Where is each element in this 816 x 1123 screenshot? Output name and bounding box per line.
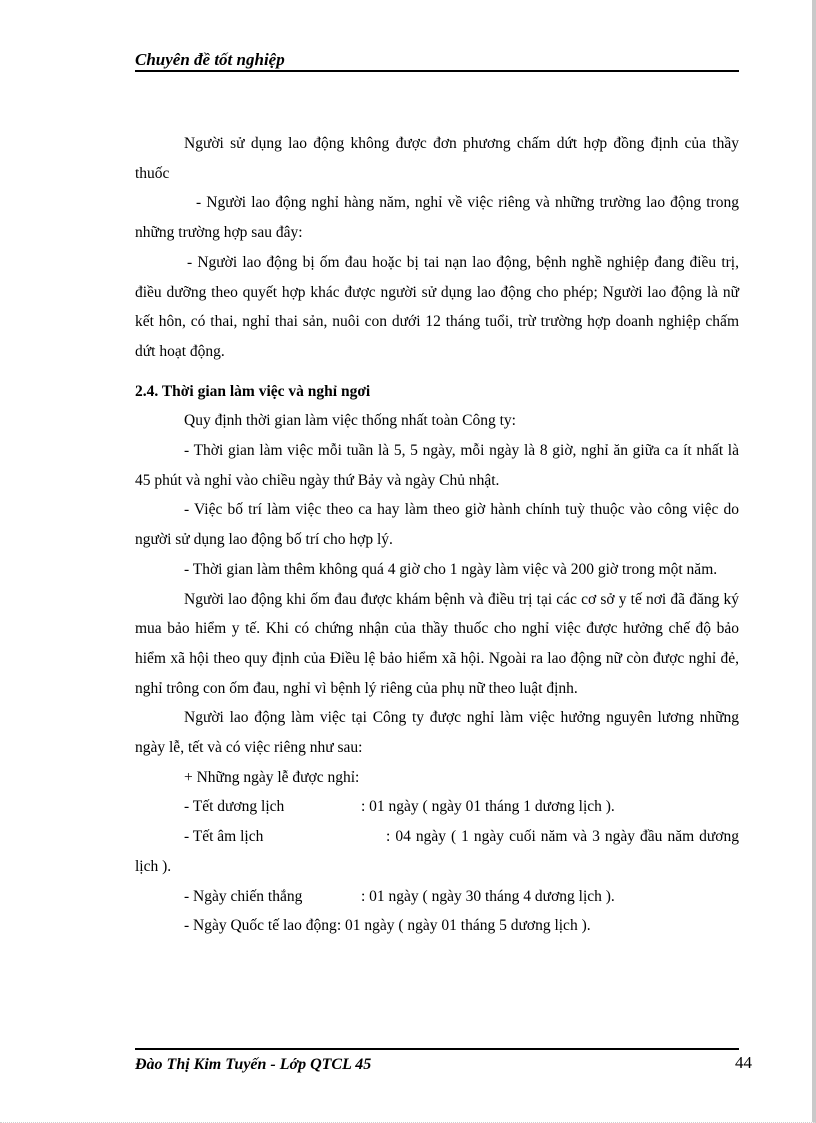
paragraph-9: Người lao động làm việc tại Công ty được nghỉ làm việc hưởng nguyên lương những ngày lễ, tết và có việc riêng như sau: bbox=[135, 709, 739, 757]
holiday-item bbox=[135, 822, 739, 881]
holiday-detail: : 01 ngày ( ngày 30 tháng 4 dương lịch ). bbox=[361, 887, 615, 905]
paragraph-6: - Việc bố trí làm việc theo ca hay làm theo giờ hành chính tuỳ thuộc vào công việc do người sử dụng lao động bố trí cho hợp lý. bbox=[135, 501, 739, 549]
holiday-name: - Ngày chiến thắng bbox=[184, 887, 303, 905]
holiday-name: - Ngày Quốc tế lao động bbox=[184, 917, 337, 935]
document-body bbox=[135, 129, 739, 941]
holiday-name: - Tết dương lịch bbox=[184, 798, 285, 816]
page-number: 44 bbox=[735, 1053, 752, 1072]
holiday-item bbox=[135, 792, 739, 822]
holiday-detail: : 04 ngày ( 1 ngày cuối năm và 3 ngày đầu năm dương lịch ). bbox=[135, 828, 739, 875]
holiday-name: - Tết âm lịch bbox=[184, 828, 264, 846]
paragraph-7: - Thời gian làm thêm không quá 4 giờ cho 1 ngày làm việc và 200 giờ trong một năm. bbox=[184, 560, 718, 578]
paragraph-2: - Người lao động nghỉ hàng năm, nghỉ về việc riêng và những trường lao động trong những trường hợp sau đây: bbox=[135, 194, 739, 242]
holiday-detail: : 01 ngày ( ngày 01 tháng 5 dương lịch ). bbox=[336, 917, 591, 935]
paragraph-5: - Thời gian làm việc mỗi tuần là 5, 5 ngày, mỗi ngày là 8 giờ, nghỉ ăn giữa ca ít nhất là 45 phút và nghỉ vào chiều ngày thứ Bảy và ngày Chủ nhật. bbox=[135, 442, 739, 489]
paragraph-1: Người sử dụng lao động không được đơn phương chấm dứt hợp đồng định của thầy thuốc bbox=[135, 135, 739, 182]
header-divider bbox=[135, 70, 739, 72]
holiday-item bbox=[135, 911, 739, 941]
paragraph-3: - Người lao động bị ốm đau hoặc bị tai nạn lao động, bệnh nghề nghiệp đang điều trị, điều dưỡng theo quyết hợp khác được người sử dụng lao động cho phép; Người lao động là nữ kết hôn, có thai, nghỉ thai sản, nuôi con dưới 12 tháng tuổi, trừ trường hợp doanh nghiệp chấm dứt hoạt động. bbox=[135, 253, 739, 360]
holiday-item bbox=[135, 882, 739, 912]
footer-divider bbox=[135, 1048, 739, 1050]
footer-author: Đào Thị Kim Tuyến - Lớp QTCL 45 bbox=[135, 1056, 372, 1073]
paragraph-4: Quy định thời gian làm việc thống nhất toàn Công ty: bbox=[184, 412, 516, 430]
section-heading: 2.4. Thời gian làm việc và nghỉ ngơi bbox=[135, 382, 371, 400]
paragraph-10: + Những ngày lễ được nghỉ: bbox=[184, 768, 360, 786]
header-title: Chuyên đề tốt nghiệp bbox=[135, 50, 285, 69]
paragraph-8: Người lao động khi ốm đau được khám bệnh và điều trị tại các cơ sở y tế nơi đã đăng ký mua bảo hiểm y tế. Khi có chứng nhận của thầy thuốc cho nghỉ việc được hưởng chế độ bảo hiểm xã hội theo quy định của Điều lệ bảo hiểm xã hội. Ngoài ra lao động nữ còn được nghỉ đẻ, nghỉ trông con ốm đau, nghỉ vì bệnh lý riêng của phụ nữ theo luật định. bbox=[135, 590, 739, 697]
holiday-detail: : 01 ngày ( ngày 01 tháng 1 dương lịch ). bbox=[361, 798, 615, 816]
